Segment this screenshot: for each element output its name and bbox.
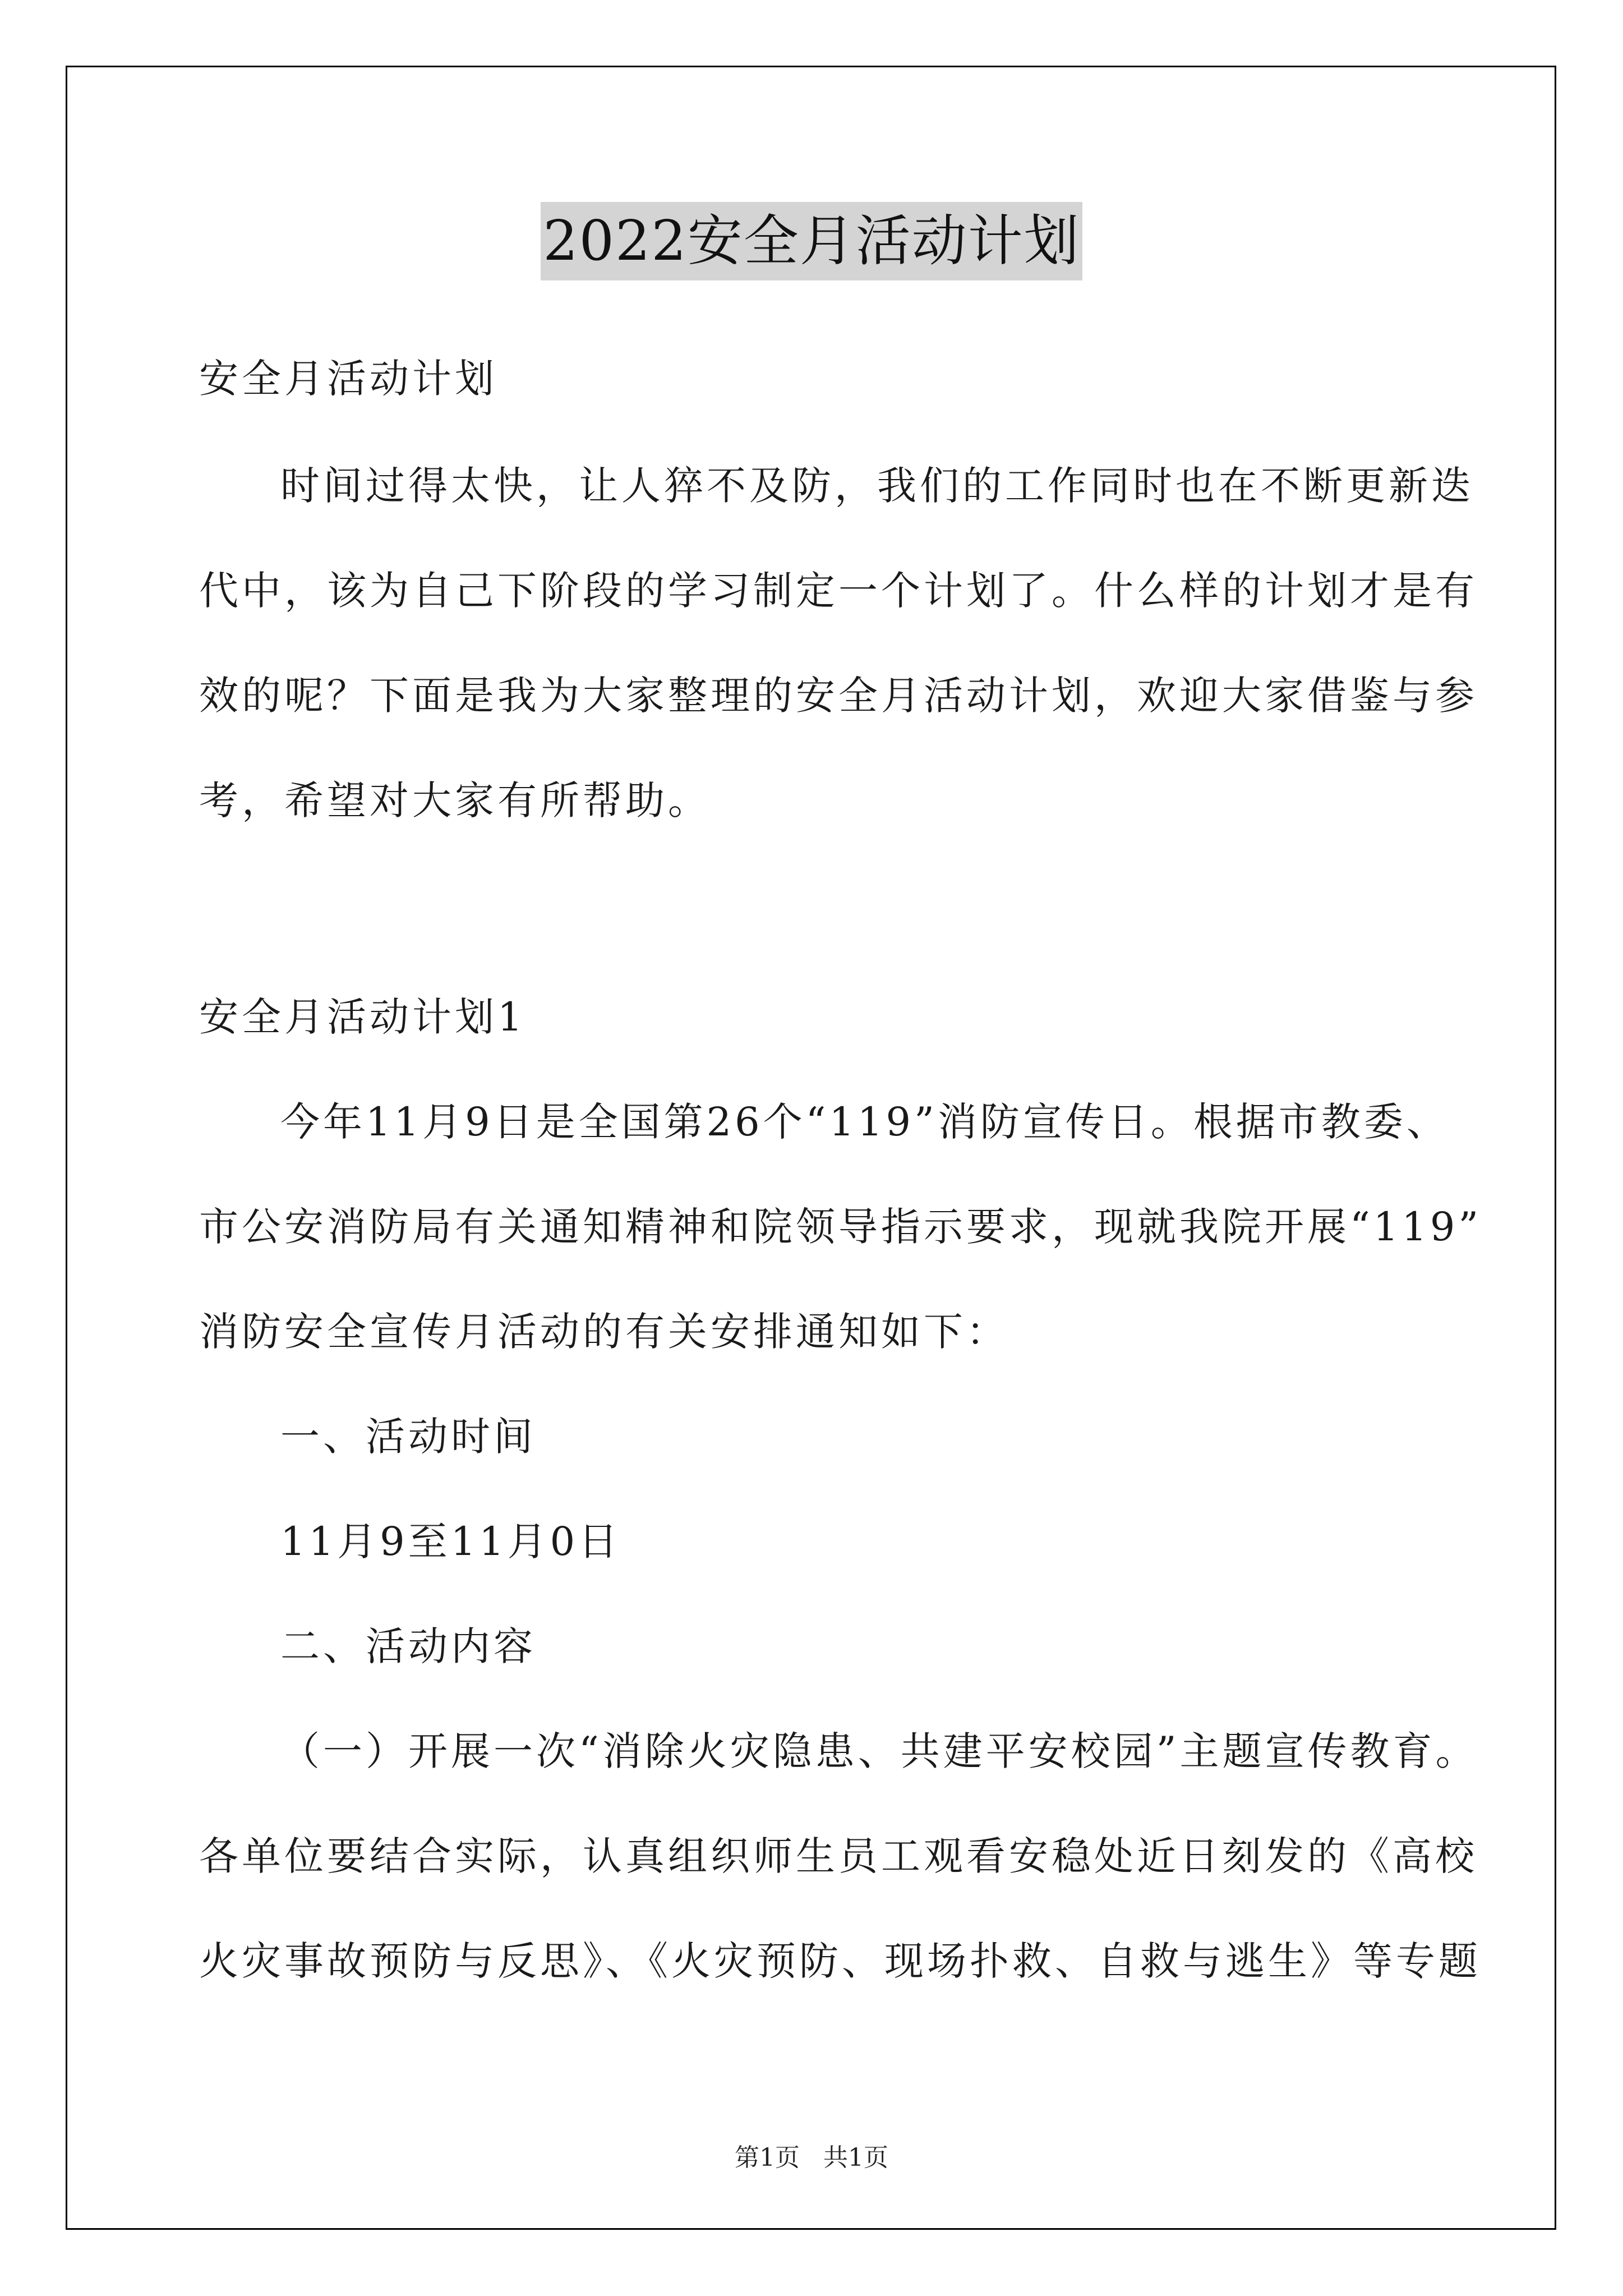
paragraph-line: 消防安全宣传月活动的有关安排通知如下： xyxy=(199,1309,1009,1355)
paragraph-line: 代中，该为自己下阶段的学习制定一个计划了。什么样的计划才是有 xyxy=(199,568,1478,614)
paragraph-line: 11月9至11月0日 xyxy=(280,1519,621,1565)
paragraph-line: 时间过得太快，让人猝不及防，我们的工作同时也在不断更新迭 xyxy=(280,463,1474,509)
subheading: 二、活动内容 xyxy=(280,1623,536,1669)
document-title: 2022安全月活动计划 xyxy=(541,202,1082,280)
section-heading: 安全月活动计划1 xyxy=(199,994,526,1040)
paragraph-line: 各单位要结合实际，认真组织师生员工观看安稳处近日刻发的《高校 xyxy=(199,1833,1478,1879)
paragraph-line: （一）开展一次“消除火灾隐患、共建平安校园”主题宣传教育。 xyxy=(280,1728,1478,1774)
paragraph-line: 市公安消防局有关通知精神和院领导指示要求，现就我院开展“119” xyxy=(199,1204,1482,1250)
page-footer: 第1页 共1页 xyxy=(735,2143,888,2172)
paragraph-line: 火灾事故预防与反思》、《火灾预防、现场扑救、自救与逃生》等专题 xyxy=(199,1938,1481,1984)
paragraph-line: 考，希望对大家有所帮助。 xyxy=(199,777,711,823)
subheading: 一、活动时间 xyxy=(280,1414,536,1460)
title-container xyxy=(0,202,1623,280)
section-heading: 安全月活动计划 xyxy=(199,356,497,402)
paragraph-line: 今年11月9日是全国第26个“119”消防宣传日。根据市教委、 xyxy=(280,1099,1449,1145)
paragraph-line: 效的呢？下面是我为大家整理的安全月活动计划，欢迎大家借鉴与参 xyxy=(199,673,1478,719)
